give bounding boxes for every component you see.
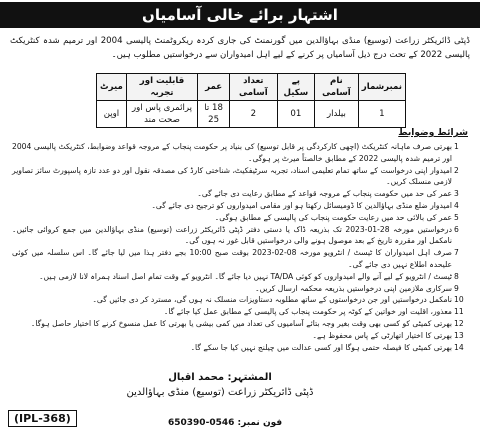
- item-text: صرف اہل امیدواران کا ٹیسٹ / انٹرویو مورخہ 08-02-2023 بوقت صبح 10:00 بجے دفتر ہذا میں لیا جائے گا۔ اس سلسلہ میں کوئی علیحدہ اطلاع نہیں دی جائے گی۔: [12, 248, 452, 269]
- header-post-name: نام آسامی: [315, 74, 359, 101]
- list-item: [12, 141, 470, 165]
- cell-serial: 1: [358, 101, 405, 128]
- list-item: [12, 247, 470, 271]
- item-text: نامکمل درخواستیں اور جن درخواستوں کے ساتھ مطلوبہ دستاویزات منسلک نہ ہوں گی، مسترد کر دی جائیں گی۔: [92, 295, 452, 305]
- item-number: 1: [454, 142, 459, 151]
- conditions-title: شرائط وضوابط: [398, 128, 468, 138]
- list-item: [12, 306, 470, 318]
- item-number: 4: [454, 200, 459, 210]
- item-number: 3: [454, 189, 459, 199]
- cell-post-name: بیلدار: [315, 101, 359, 128]
- signature-block: [120, 370, 320, 400]
- header-post-count: تعداد آسامی: [230, 74, 278, 101]
- list-item: [12, 165, 470, 189]
- list-item: [12, 318, 470, 330]
- list-item: [12, 283, 470, 295]
- table-header-row: [97, 74, 406, 101]
- ipl-code: (IPL-368): [8, 410, 77, 427]
- item-number: 5: [454, 212, 459, 222]
- item-text: سرکاری ملازمین اپنی درخواستیں بذریعہ محکمہ ارسال کریں۔: [255, 283, 452, 293]
- item-number: 9: [454, 283, 459, 293]
- intro-paragraph: ڈپٹی ڈائریکٹر زراعت (توسیع) منڈی بہاؤالدین میں گورنمنٹ کی جاری کردہ ریکروٹمنٹ پالیسی 2004 اور ترمیم شدہ کنٹریکٹ پالیسی 2022 کے تحت درج ذیل آسامیاں پر کرنے کے لیے اہل امیدواران سے درخواستیں مطلوب ہیں۔: [10, 36, 470, 60]
- cell-post-count: 2: [230, 101, 278, 128]
- posts-table: [96, 73, 406, 128]
- item-number: 11: [454, 307, 464, 317]
- header-age: عمر: [198, 74, 230, 101]
- header-merit: میرٹ: [97, 74, 127, 101]
- phone-number: فون نمبر: 0546-650390: [168, 418, 283, 428]
- item-number: 7: [454, 248, 459, 258]
- item-text: بھرتی کا اختیار اتھارٹی کے پاس محفوظ ہے۔: [312, 330, 452, 340]
- list-item: [12, 330, 470, 342]
- item-number: 6: [454, 224, 459, 234]
- list-item: [12, 188, 470, 200]
- item-text: معذور، اقلیت اور خواتین کے کوٹہ پر حکومت پنجاب کی پالیسی کے مطابق عمل کیا جائے گا۔: [163, 307, 452, 317]
- item-number: 2: [454, 165, 459, 175]
- item-text: امیدوار ضلع منڈی بہاؤالدین کا ڈومیسائل رکھتا ہو اور مقامی امیدواروں کو ترجیح دی جائے گی۔: [151, 200, 452, 210]
- header-pay-scale: پے سکیل: [277, 74, 314, 101]
- list-item: [12, 294, 470, 306]
- conditions-list: [12, 141, 470, 353]
- cell-age: 18 تا 25: [198, 101, 230, 128]
- cell-qualification: پرائمری پاس اور صحت مند: [126, 101, 197, 128]
- cell-pay-scale: 01: [277, 101, 314, 128]
- list-item: [12, 271, 470, 283]
- item-text: عمر کی حد میں حکومت پنجاب کے مروجہ قواعد کے مطابق رعایت دی جائے گی۔: [197, 189, 452, 199]
- table-row: [97, 101, 406, 128]
- item-text: بھرتی صرف ماہانہ کنٹریکٹ (اچھی کارکردگی پر قابل توسیع) کی بنیاد پر حکومت پنجاب کے مروجہ قواعد وضوابط، کنٹریکٹ پالیسی 2004 اور ترمیم شدہ پالیسی 2022 کے مطابق خالصتاً میرٹ پر ہوگی۔: [12, 142, 452, 163]
- advertiser-designation: ڈپٹی ڈائریکٹر زراعت (توسیع) منڈی بہاؤالدین: [126, 387, 314, 398]
- item-text: بھرتی کمیٹی کو کسی بھی وقت بغیر وجہ بتائے آسامیوں کی تعداد میں کمی بیشی یا بھرتی کا عمل منسوخ کرنے کا اختیار حاصل ہوگا۔: [30, 318, 452, 328]
- item-number: 14: [454, 342, 464, 352]
- cell-merit: اوپن: [97, 101, 127, 128]
- item-text: عمر کی بالائی حد میں رعایت حکومت پنجاب کی پالیسی کے مطابق ہوگی۔: [214, 212, 452, 222]
- header-qualification: قابلیت اور تجربہ: [126, 74, 197, 101]
- item-text: درخواستیں مورخہ 28-01-2023 تک بذریعہ ڈاک یا دستی دفتر ڈپٹی ڈائریکٹر زراعت (توسیع) منڈی بہاؤالدین میں جمع کروائی جائیں۔ نامکمل اور مقررہ تاریخ کے بعد موصول ہونے والی درخواستیں قابل غور نہ ہوں گی۔: [12, 224, 452, 246]
- list-item: [12, 200, 470, 212]
- item-number: 10: [454, 295, 464, 305]
- item-text: امیدوار اپنی درخواست کے ساتھ تمام تعلیمی اسناد، تجربہ سرٹیفکیٹ، شناختی کارڈ کی مصدقہ نقول اور دو عدد تازہ پاسپورٹ سائز تصاویر لازمی منسلک کریں۔: [12, 165, 452, 187]
- item-text: بھرتی کمیٹی کا فیصلہ حتمی ہوگا اور کسی عدالت میں چیلنج نہیں کیا جا سکے گا۔: [190, 342, 452, 352]
- list-item: [12, 224, 470, 248]
- item-number: 8: [454, 271, 459, 281]
- header-serial: نمبرشمار: [358, 74, 405, 101]
- banner-title: اشتہار برائے خالی آسامیاں: [0, 2, 480, 28]
- list-item: [12, 342, 470, 354]
- item-number: 12: [454, 318, 464, 328]
- advertiser-name: المشتہر: محمد اقبال: [168, 372, 272, 383]
- list-item: [12, 212, 470, 224]
- item-text: ٹیسٹ / انٹرویو کے لیے آنے والے امیدواروں کو کوئی TA/DA نہیں دیا جائے گا۔ انٹرویو کے وقت تمام اصل اسناد ہمراہ لانا لازمی ہیں۔: [39, 271, 452, 281]
- item-number: 13: [454, 330, 464, 340]
